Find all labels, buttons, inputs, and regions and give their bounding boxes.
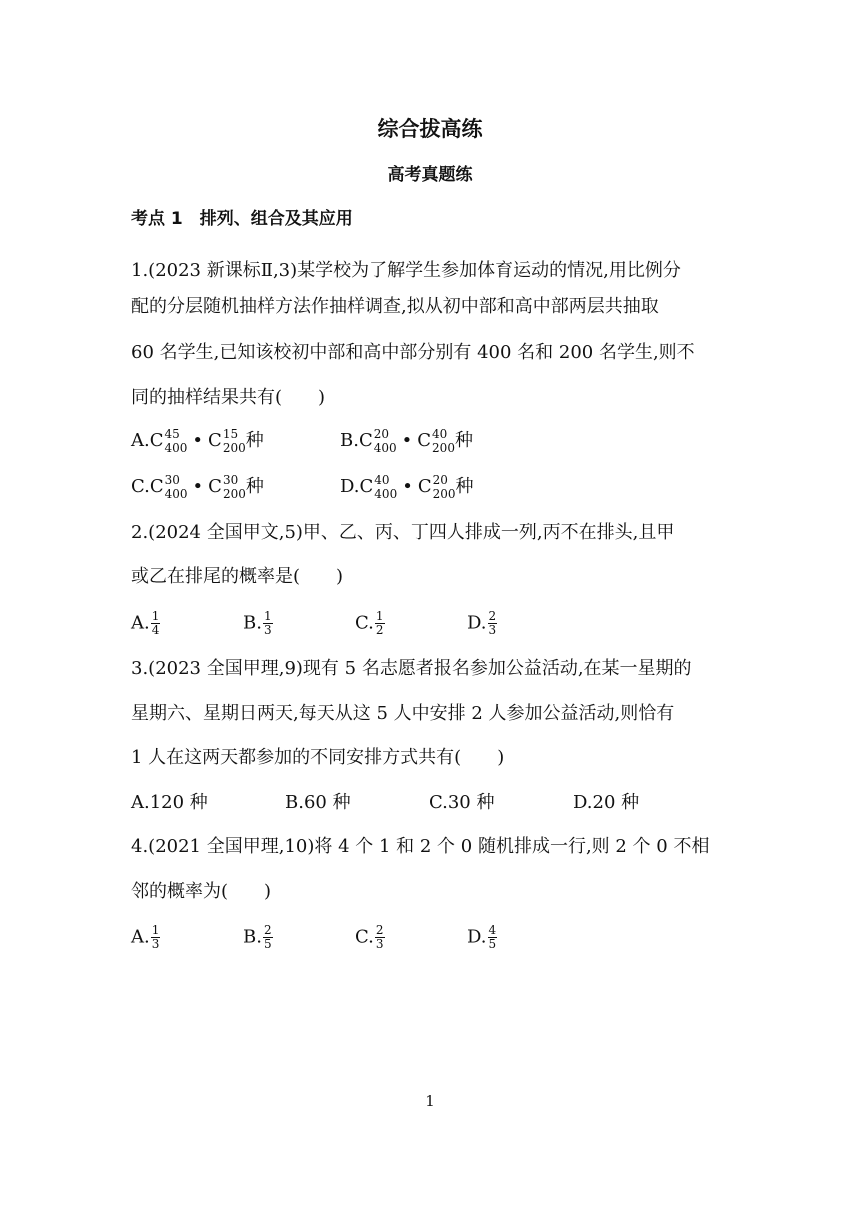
- product-dot: •: [401, 430, 413, 451]
- option-suffix: 种: [454, 430, 473, 451]
- q1-option-a: [131, 428, 264, 454]
- fraction: [375, 610, 385, 637]
- comb-sub: 200: [222, 487, 246, 501]
- numerator: 1: [151, 609, 160, 623]
- comb-sub: 400: [374, 487, 398, 501]
- q4-line-2: 邻的概率为( ): [131, 881, 272, 902]
- denominator: 5: [488, 937, 497, 951]
- comb-letter: C: [358, 430, 373, 451]
- fraction: [263, 610, 273, 637]
- comb-sub: 400: [164, 487, 188, 501]
- comb-sub: 200: [222, 441, 246, 455]
- denominator: 3: [375, 937, 384, 951]
- q3-option-a: A.120 种: [131, 792, 208, 813]
- option-label: A.: [131, 612, 150, 634]
- combination-term: [359, 428, 397, 454]
- option-label: A.: [131, 430, 150, 451]
- comb-sup: 30: [222, 473, 239, 487]
- fraction: [375, 924, 385, 951]
- q1-line-2: 配的分层随机抽样方法作抽样调查,拟从初中部和高中部两层共抽取: [131, 296, 659, 317]
- comb-sub: 200: [432, 487, 456, 501]
- q1-line-4: 同的抽样结果共有( ): [131, 387, 326, 408]
- denominator: 3: [488, 623, 497, 637]
- comb-letter: C: [417, 430, 432, 451]
- section-heading: 考点 1 排列、组合及其应用: [131, 209, 353, 229]
- combination-term: [208, 428, 246, 454]
- comb-letter: C: [359, 476, 374, 497]
- denominator: 3: [263, 623, 272, 637]
- combination-term: [150, 428, 188, 454]
- option-label: D.: [340, 476, 360, 497]
- q3-option-c: C.30 种: [429, 792, 495, 813]
- q1-option-d: [340, 474, 474, 500]
- comb-sup: 15: [222, 427, 239, 441]
- combination-term: [417, 428, 455, 454]
- product-dot: •: [192, 476, 204, 497]
- comb-sub: 400: [164, 441, 188, 455]
- comb-letter: C: [149, 430, 164, 451]
- q1-line-1: 1.(2023 新课标Ⅱ,3)某学校为了解学生参加体育运动的情况,用比例分: [131, 260, 681, 281]
- q2-option-c: [355, 610, 385, 637]
- page-subtitle: 高考真题练: [387, 165, 473, 185]
- q2-option-a: [131, 610, 160, 637]
- option-label: A.: [131, 926, 150, 948]
- combination-term: [360, 474, 398, 500]
- fraction: [488, 924, 498, 951]
- product-dot: •: [192, 430, 204, 451]
- q3-line-1: 3.(2023 全国甲理,9)现有 5 名志愿者报名参加公益活动,在某一星期的: [131, 658, 692, 679]
- combination-term: [150, 474, 188, 500]
- q3-option-d: D.20 种: [573, 792, 640, 813]
- option-label: B.: [243, 612, 262, 634]
- q2-option-b: [243, 610, 273, 637]
- numerator: 2: [375, 923, 384, 937]
- comb-sup: 20: [432, 473, 448, 487]
- fraction: [488, 610, 498, 637]
- denominator: 5: [263, 937, 272, 951]
- option-label: C.: [355, 612, 374, 634]
- q4-option-c: [355, 924, 385, 951]
- combination-term: [208, 474, 246, 500]
- comb-sub: 200: [432, 441, 455, 455]
- numerator: 1: [263, 609, 272, 623]
- fraction: [151, 924, 161, 951]
- combination-term: [418, 474, 456, 500]
- numerator: 1: [375, 609, 384, 623]
- page-title: 综合拔高练: [377, 117, 483, 141]
- q4-option-a: [131, 924, 160, 951]
- q1-option-b: [340, 428, 473, 454]
- q3-option-b: B.60 种: [285, 792, 351, 813]
- comb-sup: 20: [373, 427, 390, 441]
- comb-letter: C: [149, 476, 164, 497]
- denominator: 2: [375, 623, 384, 637]
- comb-sup: 40: [432, 427, 448, 441]
- comb-sup: 45: [164, 427, 180, 441]
- comb-letter: C: [417, 476, 432, 497]
- option-label: C.: [131, 476, 150, 497]
- comb-letter: C: [208, 476, 222, 497]
- q1-line-3: 60 名学生,已知该校初中部和高中部分别有 400 名和 200 名学生,则不: [131, 342, 695, 363]
- q2-option-d: [467, 610, 497, 637]
- comb-letter: C: [208, 430, 222, 451]
- option-label: D.: [467, 612, 487, 634]
- q4-option-b: [243, 924, 273, 951]
- fraction: [263, 924, 273, 951]
- comb-sub: 400: [373, 441, 397, 455]
- numerator: 1: [151, 923, 160, 937]
- numerator: 2: [488, 609, 497, 623]
- numerator: 4: [488, 923, 497, 937]
- fraction: [151, 610, 161, 637]
- denominator: 4: [151, 623, 160, 637]
- option-label: B.: [340, 430, 359, 451]
- option-label: C.: [355, 926, 374, 948]
- option-suffix: 种: [455, 476, 474, 497]
- q2-line-2: 或乙在排尾的概率是( ): [131, 566, 344, 587]
- comb-sup: 30: [164, 473, 180, 487]
- q3-line-2: 星期六、星期日两天,每天从这 5 人中安排 2 人参加公益活动,则恰有: [131, 703, 675, 724]
- q4-option-d: [467, 924, 497, 951]
- option-suffix: 种: [245, 476, 264, 497]
- q2-line-1: 2.(2024 全国甲文,5)甲、乙、丙、丁四人排成一列,丙不在排头,且甲: [131, 522, 675, 543]
- page-number: 1: [425, 1092, 435, 1110]
- product-dot: •: [402, 476, 413, 497]
- option-suffix: 种: [245, 430, 264, 451]
- denominator: 3: [151, 937, 160, 951]
- q1-option-c: [131, 474, 264, 500]
- option-label: D.: [467, 926, 487, 948]
- numerator: 2: [263, 923, 272, 937]
- q3-line-3: 1 人在这两天都参加的不同安排方式共有( ): [131, 747, 505, 768]
- option-label: B.: [243, 926, 262, 948]
- q4-line-1: 4.(2021 全国甲理,10)将 4 个 1 和 2 个 0 随机排成一行,则 2 个 0 不相: [131, 836, 710, 857]
- comb-sup: 40: [374, 473, 390, 487]
